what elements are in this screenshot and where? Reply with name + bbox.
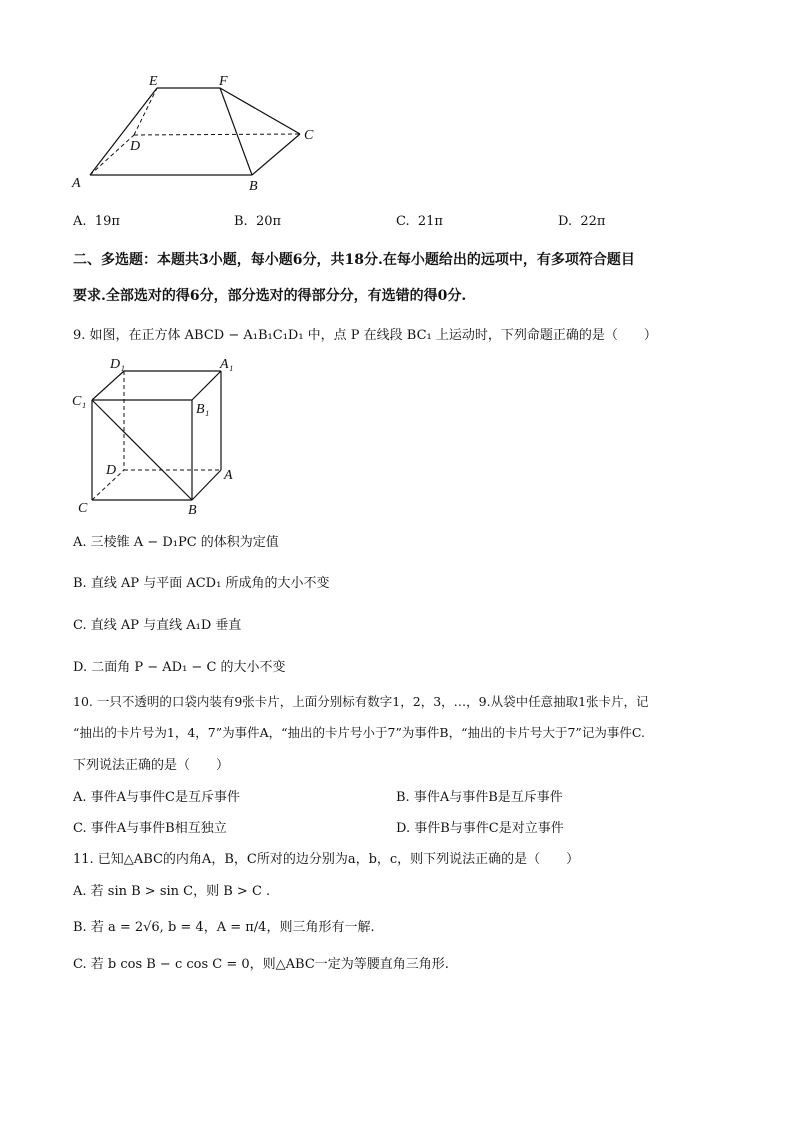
q10-option-b: B. 事件A与事件B是互斥事件 bbox=[396, 790, 563, 805]
q10-line3: 下列说法正确的是（ ） bbox=[73, 758, 230, 773]
q10-option-a: A. 事件A与事件C是互斥事件 bbox=[73, 790, 240, 805]
label-c: C bbox=[304, 128, 314, 143]
q8-option-c: C. 21π bbox=[396, 214, 443, 229]
label-a: A bbox=[72, 176, 81, 191]
q11-stem: 11. 已知△ABC的内角A，B，C所对的边分别为a，b，c，则下列说法正确的是（ ） bbox=[73, 852, 580, 867]
label-f: F bbox=[219, 74, 228, 89]
q8-option-b: B. 20π bbox=[234, 214, 282, 229]
section2-line1: 二、多选题：本题共3小题，每小题6分，共18分.在每小题给出的远项中，有多项符合题目 bbox=[73, 252, 635, 268]
cube-figure bbox=[70, 352, 250, 522]
q10-option-d: D. 事件B与事件C是对立事件 bbox=[396, 821, 564, 836]
cube-label-b: B bbox=[188, 503, 197, 518]
cube-label-d1: D₁ bbox=[110, 357, 125, 372]
cube-label-c1: C₁ bbox=[72, 394, 87, 409]
q8-option-a: A. 19π bbox=[73, 214, 120, 229]
q11-option-b: B. 若 a = 2√6, b = 4，A = π/4，则三角形有一解. bbox=[73, 920, 375, 935]
label-d: D bbox=[130, 139, 141, 154]
cube-label-a: A bbox=[224, 468, 233, 483]
q9-stem: 9. 如图，在正方体 ABCD − A₁B₁C₁D₁ 中，点 P 在线段 BC₁ 上运动时，下列命题正确的是（ ） bbox=[73, 328, 657, 343]
label-e: E bbox=[149, 74, 158, 89]
cube-label-d: D bbox=[106, 463, 117, 478]
frustum-figure bbox=[60, 70, 330, 200]
q10-option-c: C. 事件A与事件B相互独立 bbox=[73, 821, 227, 836]
q10-line1: 10. 一只不透明的口袋内装有9张卡片，上面分别标有数字1，2，3，…，9.从袋中任意抽取1张卡片，记 bbox=[73, 694, 649, 709]
q11-option-c: C. 若 b cos B − c cos C = 0，则△ABC一定为等腰直角三角形. bbox=[73, 957, 449, 972]
q9-option-d: D. 二面角 P − AD₁ − C 的大小不变 bbox=[73, 660, 286, 675]
section2-line2: 要求.全部选对的得6分，部分选对的得部分分，有选错的得0分. bbox=[73, 288, 467, 304]
cube-label-a1: A₁ bbox=[220, 357, 234, 372]
q8-option-d: D. 22π bbox=[558, 214, 606, 229]
cube-label-b1: B₁ bbox=[196, 402, 210, 417]
label-b: B bbox=[249, 179, 258, 194]
q9-option-a: A. 三棱锥 A − D₁PC 的体积为定值 bbox=[73, 535, 279, 550]
q9-option-c: C. 直线 AP 与直线 A₁D 垂直 bbox=[73, 618, 242, 633]
q10-line2: “抽出的卡片号为1，4，7”为事件A，“抽出的卡片号小于7”为事件B，“抽出的卡片号大于7”记为事件C. bbox=[73, 725, 645, 740]
cube-label-c: C bbox=[78, 501, 88, 516]
q11-option-a: A. 若 sin B > sin C，则 B > C . bbox=[73, 884, 271, 899]
q9-option-b: B. 直线 AP 与平面 ACD₁ 所成角的大小不变 bbox=[73, 576, 330, 591]
